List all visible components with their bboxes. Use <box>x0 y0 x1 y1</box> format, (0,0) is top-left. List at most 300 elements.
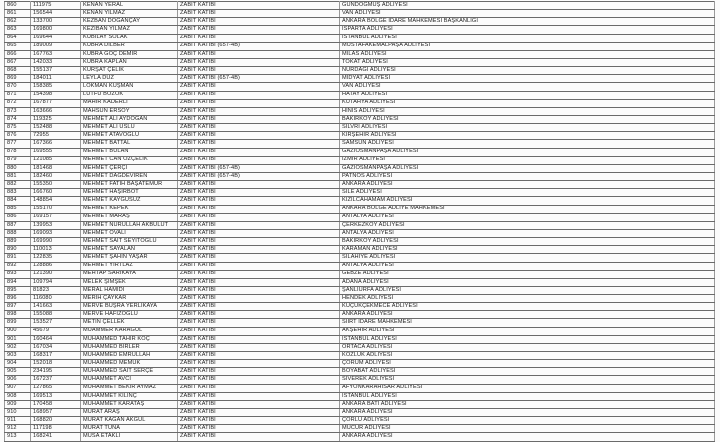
table-row <box>5 10 715 18</box>
full-name-cell: MEHMET MARAŞ <box>81 213 178 221</box>
table-row <box>5 164 715 172</box>
full-name-cell: MEHMET ALİ USLU <box>81 124 178 132</box>
row-number-cell: 901 <box>5 335 31 343</box>
title-cell: ZABIT KATİBİ <box>178 262 340 270</box>
row-number-cell: 912 <box>5 425 31 433</box>
row-number-cell: 867 <box>5 58 31 66</box>
full-name-cell: MURAT KAĞAN AKGÜL <box>81 417 178 425</box>
title-cell: ZABIT KATİBİ <box>178 107 340 115</box>
table-row <box>5 254 715 262</box>
registry-number-cell: 128886 <box>31 262 81 270</box>
table-row <box>5 34 715 42</box>
title-cell: ZABIT KATİBİ <box>178 392 340 400</box>
registry-number-cell: 167366 <box>31 140 81 148</box>
registry-number-cell: 141663 <box>31 303 81 311</box>
table-row <box>5 50 715 58</box>
table-row <box>5 67 715 75</box>
table-row <box>5 246 715 254</box>
title-cell: ZABIT KATİBİ <box>178 368 340 376</box>
personnel-table <box>4 1 715 442</box>
row-number-cell: 909 <box>5 400 31 408</box>
title-cell: ZABIT KATİBİ <box>178 352 340 360</box>
title-cell: ZABIT KATİBİ <box>178 286 340 294</box>
row-number-cell: 878 <box>5 148 31 156</box>
row-number-cell: 908 <box>5 392 31 400</box>
full-name-cell: MEHMET KAYGUSUZ <box>81 197 178 205</box>
court-unit-cell: GAZİOSMANPAŞA ADLİYESİ <box>340 148 715 156</box>
title-cell: ZABIT KATİBİ <box>178 335 340 343</box>
title-cell: ZABIT KATİBİ <box>178 221 340 229</box>
full-name-cell: MEHMET SAİT SEYİTOĞLU <box>81 238 178 246</box>
title-cell: ZABIT KATİBİ <box>178 197 340 205</box>
full-name-cell: MEHMET ÇERÇİ <box>81 164 178 172</box>
full-name-cell: LOKMAN KUŞMAN <box>81 83 178 91</box>
full-name-cell: KEZBAN DOĞANÇAY <box>81 18 178 26</box>
table-row <box>5 75 715 83</box>
table-row <box>5 42 715 50</box>
row-number-cell: 864 <box>5 34 31 42</box>
court-unit-cell: ANKARA ADLİYESİ <box>340 409 715 417</box>
row-number-cell: 900 <box>5 327 31 335</box>
table-row <box>5 18 715 26</box>
registry-number-cell: 139953 <box>31 221 81 229</box>
table-row <box>5 115 715 123</box>
registry-number-cell: 155088 <box>31 311 81 319</box>
row-number-cell: 906 <box>5 376 31 384</box>
title-cell: ZABIT KATİBİ <box>178 67 340 75</box>
row-number-cell: 881 <box>5 172 31 180</box>
title-cell: ZABIT KATİBİ <box>178 376 340 384</box>
title-cell: ZABIT KATİBİ <box>178 278 340 286</box>
court-unit-cell: İSTANBUL ADLİYESİ <box>340 392 715 400</box>
table-row <box>5 384 715 392</box>
row-number-cell: 894 <box>5 278 31 286</box>
title-cell: ZABIT KATİBİ <box>178 10 340 18</box>
full-name-cell: MEHMET FATİH BAŞATEMUR <box>81 181 178 189</box>
full-name-cell: MUHAMMET KARATAŞ <box>81 400 178 408</box>
row-number-cell: 911 <box>5 417 31 425</box>
full-name-cell: MAHSUN ERSOY <box>81 107 178 115</box>
row-number-cell: 860 <box>5 2 31 10</box>
title-cell: ZABIT KATİBİ <box>178 213 340 221</box>
registry-number-cell: 111975 <box>31 2 81 10</box>
registry-number-cell: 155137 <box>31 67 81 75</box>
registry-number-cell: 155350 <box>31 181 81 189</box>
full-name-cell: MUHAMMET BEKİR AYMAZ <box>81 384 178 392</box>
row-number-cell: 879 <box>5 156 31 164</box>
registry-number-cell: 167034 <box>31 343 81 351</box>
full-name-cell: MUSA ETAKLI <box>81 433 178 441</box>
row-number-cell: 897 <box>5 303 31 311</box>
table-row <box>5 148 715 156</box>
title-cell: ZABIT KATİBİ <box>178 50 340 58</box>
table-row <box>5 205 715 213</box>
table-row <box>5 303 715 311</box>
table-row <box>5 2 715 10</box>
title-cell: ZABIT KATİBİ <box>178 34 340 42</box>
court-unit-cell: KOZLUK ADLİYESİ <box>340 352 715 360</box>
court-unit-cell: SİVEREK ADLİYESİ <box>340 376 715 384</box>
court-unit-cell: KARAMAN ADLİYESİ <box>340 246 715 254</box>
court-unit-cell: SAMSUN ADLİYESİ <box>340 140 715 148</box>
row-number-cell: 889 <box>5 238 31 246</box>
title-cell: ZABIT KATİBİ <box>178 156 340 164</box>
title-cell: ZABIT KATİBİ <box>178 327 340 335</box>
title-cell: ZABIT KATİBİ <box>178 115 340 123</box>
court-unit-cell: VAN ADLİYESİ <box>340 83 715 91</box>
registry-number-cell: 169555 <box>31 148 81 156</box>
table-row <box>5 181 715 189</box>
title-cell: ZABIT KATİBİ <box>178 58 340 66</box>
title-cell: ZABIT KATİBİ (657-4B) <box>178 42 340 50</box>
registry-number-cell: 152488 <box>31 124 81 132</box>
court-unit-cell: İZMİR ADLİYESİ <box>340 156 715 164</box>
table-row <box>5 409 715 417</box>
full-name-cell: MELEK ŞİMŞEK <box>81 278 178 286</box>
registry-number-cell: 116080 <box>31 295 81 303</box>
registry-number-cell: 45679 <box>31 327 81 335</box>
row-number-cell: 891 <box>5 254 31 262</box>
full-name-cell: MEHMET OVALI <box>81 229 178 237</box>
registry-number-cell: 181468 <box>31 164 81 172</box>
row-number-cell: 890 <box>5 246 31 254</box>
row-number-cell: 871 <box>5 91 31 99</box>
registry-number-cell: 169800 <box>31 26 81 34</box>
court-unit-cell: HINIS ADLİYESİ <box>340 107 715 115</box>
table-row <box>5 417 715 425</box>
table-row <box>5 425 715 433</box>
title-cell: ZABIT KATİBİ <box>178 360 340 368</box>
table-row <box>5 368 715 376</box>
court-unit-cell: KIRŞEHİR ADLİYESİ <box>340 132 715 140</box>
full-name-cell: MAHİR KADERLİ <box>81 99 178 107</box>
full-name-cell: KÜRŞAT ÇELİK <box>81 67 178 75</box>
full-name-cell: MUHAMMED TAHİR KOÇ <box>81 335 178 343</box>
court-unit-cell: AFYONKARAHİSAR ADLİYESİ <box>340 384 715 392</box>
full-name-cell: MEHMET ATAVOĞLU <box>81 132 178 140</box>
registry-number-cell: 169990 <box>31 238 81 246</box>
court-unit-cell: MUSTAFAKEMALPAŞA ADLİYESİ <box>340 42 715 50</box>
title-cell: ZABIT KATİBİ <box>178 140 340 148</box>
court-unit-cell: ŞANLIURFA ADLİYESİ <box>340 286 715 294</box>
row-number-cell: 869 <box>5 75 31 83</box>
table-row <box>5 262 715 270</box>
row-number-cell: 913 <box>5 433 31 441</box>
full-name-cell: MUHAMMED EMRULLAH <box>81 352 178 360</box>
full-name-cell: KENAN YILMAZ <box>81 10 178 18</box>
row-number-cell: 893 <box>5 270 31 278</box>
court-unit-cell: ANKARA BÖLGE ADLİYE MAHKEMESİ <box>340 205 715 213</box>
title-cell: ZABIT KATİBİ <box>178 384 340 392</box>
court-unit-cell: ANKARA ADLİYESİ <box>340 433 715 441</box>
registry-number-cell: 72955 <box>31 132 81 140</box>
row-number-cell: 876 <box>5 132 31 140</box>
row-number-cell: 905 <box>5 368 31 376</box>
table-row <box>5 197 715 205</box>
court-unit-cell: HATAY ADLİYESİ <box>340 91 715 99</box>
title-cell: ZABIT KATİBİ <box>178 295 340 303</box>
full-name-cell: MEHMET CAN ÖZÇELİK <box>81 156 178 164</box>
full-name-cell: KÜBRA KAPLAN <box>81 58 178 66</box>
title-cell: ZABIT KATİBİ <box>178 433 340 441</box>
title-cell: ZABIT KATİBİ <box>178 189 340 197</box>
title-cell: ZABIT KATİBİ <box>178 417 340 425</box>
registry-number-cell: 117198 <box>31 425 81 433</box>
row-number-cell: 887 <box>5 221 31 229</box>
court-unit-cell: KÜÇÜKÇEKMECE ADLİYESİ <box>340 303 715 311</box>
registry-number-cell: 167237 <box>31 376 81 384</box>
court-unit-cell: HENDEK ADLİYESİ <box>340 295 715 303</box>
full-name-cell: MEHMET YİRTLAZ <box>81 262 178 270</box>
row-number-cell: 868 <box>5 67 31 75</box>
row-number-cell: 899 <box>5 319 31 327</box>
full-name-cell: MURAT TUNA <box>81 425 178 433</box>
registry-number-cell: 169157 <box>31 213 81 221</box>
row-number-cell: 898 <box>5 311 31 319</box>
registry-number-cell: 121085 <box>31 156 81 164</box>
registry-number-cell: 184011 <box>31 75 81 83</box>
full-name-cell: KUBİLAY SOLAK <box>81 34 178 42</box>
title-cell: ZABIT KATİBİ <box>178 254 340 262</box>
court-unit-cell: SİLE ADLİYESİ <box>340 189 715 197</box>
court-unit-cell: KÜTAHYA ADLİYESİ <box>340 99 715 107</box>
registry-number-cell: 170458 <box>31 400 81 408</box>
row-number-cell: 907 <box>5 384 31 392</box>
full-name-cell: MEHMET NURULLAH AKBULUT <box>81 221 178 229</box>
row-number-cell: 904 <box>5 360 31 368</box>
title-cell: ZABIT KATİBİ <box>178 132 340 140</box>
table-row <box>5 26 715 34</box>
title-cell: ZABIT KATİBİ <box>178 311 340 319</box>
court-unit-cell: MİLAS ADLİYESİ <box>340 50 715 58</box>
registry-number-cell: 148854 <box>31 197 81 205</box>
table-row <box>5 433 715 441</box>
row-number-cell: 877 <box>5 140 31 148</box>
full-name-cell: MEHMET KEPEK <box>81 205 178 213</box>
title-cell: ZABIT KATİBİ <box>178 229 340 237</box>
title-cell: ZABIT KATİBİ <box>178 303 340 311</box>
table-row <box>5 278 715 286</box>
table-row <box>5 229 715 237</box>
court-unit-cell: AKŞEHİR ADLİYESİ <box>340 327 715 335</box>
registry-number-cell: 142033 <box>31 58 81 66</box>
registry-number-cell: 168957 <box>31 409 81 417</box>
row-number-cell: 884 <box>5 197 31 205</box>
row-number-cell: 872 <box>5 99 31 107</box>
row-number-cell: 873 <box>5 107 31 115</box>
row-number-cell: 870 <box>5 83 31 91</box>
registry-number-cell: 168820 <box>31 417 81 425</box>
row-number-cell: 863 <box>5 26 31 34</box>
full-name-cell: KÜBRA DİLBER <box>81 42 178 50</box>
registry-number-cell: 155170 <box>31 205 81 213</box>
row-number-cell: 892 <box>5 262 31 270</box>
registry-number-cell: 122835 <box>31 254 81 262</box>
court-unit-cell: MUCUR ADLİYESİ <box>340 425 715 433</box>
title-cell: ZABIT KATİBİ <box>178 2 340 10</box>
court-unit-cell: ANTALYA ADLİYESİ <box>340 229 715 237</box>
court-unit-cell: GEBZE ADLİYESİ <box>340 270 715 278</box>
table-row <box>5 140 715 148</box>
full-name-cell: MUHAMMED BİRLER <box>81 343 178 351</box>
registry-number-cell: 153527 <box>31 319 81 327</box>
registry-number-cell: 169513 <box>31 392 81 400</box>
full-name-cell: METİN ÇELLEK <box>81 319 178 327</box>
row-number-cell: 882 <box>5 181 31 189</box>
title-cell: ZABIT KATİBİ <box>178 83 340 91</box>
full-name-cell: MUHAMMED SAİT SERÇE <box>81 368 178 376</box>
court-unit-cell: İSTANBUL ADLİYESİ <box>340 335 715 343</box>
court-unit-cell: PATNOS ADLİYESİ <box>340 172 715 180</box>
title-cell: ZABIT KATİBİ <box>178 246 340 254</box>
registry-number-cell: 127865 <box>31 384 81 392</box>
full-name-cell: MERVE BÜŞRA YERLİKAYA <box>81 303 178 311</box>
title-cell: ZABIT KATİBİ <box>178 26 340 34</box>
table-row <box>5 392 715 400</box>
registry-number-cell: 168241 <box>31 433 81 441</box>
court-unit-cell: VAN ADLİYESİ <box>340 10 715 18</box>
full-name-cell: MEHMET HAŞİRBOT <box>81 189 178 197</box>
court-unit-cell: ISPARTA ADLİYESİ <box>340 26 715 34</box>
registry-number-cell: 168317 <box>31 352 81 360</box>
court-unit-cell: İSTANBUL ADLİYESİ <box>340 34 715 42</box>
table-row <box>5 83 715 91</box>
full-name-cell: KÜBRA GÖÇ DEMİR <box>81 50 178 58</box>
table-row <box>5 213 715 221</box>
table-row <box>5 189 715 197</box>
table-row <box>5 327 715 335</box>
row-number-cell: 910 <box>5 409 31 417</box>
court-unit-cell: ANTALYA ADLİYESİ <box>340 262 715 270</box>
table-row <box>5 311 715 319</box>
title-cell: ZABIT KATİBİ <box>178 425 340 433</box>
table-row <box>5 99 715 107</box>
full-name-cell: LEYLA DÜZ <box>81 75 178 83</box>
row-number-cell: 895 <box>5 286 31 294</box>
table-row <box>5 172 715 180</box>
court-unit-cell: ÇORUM ADLİYESİ <box>340 360 715 368</box>
full-name-cell: KENAN YERAL <box>81 2 178 10</box>
full-name-cell: MEHMET ŞAHİN YAŞAR <box>81 254 178 262</box>
row-number-cell: 880 <box>5 164 31 172</box>
row-number-cell: 861 <box>5 10 31 18</box>
court-unit-cell: ANKARA BATI ADLİYESİ <box>340 400 715 408</box>
registry-number-cell: 152018 <box>31 360 81 368</box>
row-number-cell: 888 <box>5 229 31 237</box>
table-row <box>5 270 715 278</box>
court-unit-cell: BAKIRKÖY ADLİYESİ <box>340 115 715 123</box>
court-unit-cell: ÇORLU ADLİYESİ <box>340 417 715 425</box>
full-name-cell: MUHAMMED MEMUK <box>81 360 178 368</box>
court-unit-cell: GÜNDOĞMUŞ ADLİYESİ <box>340 2 715 10</box>
title-cell: ZABIT KATİBİ <box>178 99 340 107</box>
registry-number-cell: 133700 <box>31 18 81 26</box>
court-unit-cell: BOYABAT ADLİYESİ <box>340 368 715 376</box>
row-number-cell: 862 <box>5 18 31 26</box>
registry-number-cell: 156544 <box>31 10 81 18</box>
full-name-cell: MERVE HAFIZOĞLU <box>81 311 178 319</box>
row-number-cell: 883 <box>5 189 31 197</box>
court-unit-cell: MİDYAT ADLİYESİ <box>340 75 715 83</box>
court-unit-cell: BAKIRKÖY ADLİYESİ <box>340 238 715 246</box>
row-number-cell: 875 <box>5 124 31 132</box>
table-row <box>5 319 715 327</box>
registry-number-cell: 189009 <box>31 42 81 50</box>
table-row <box>5 352 715 360</box>
table-row <box>5 58 715 66</box>
court-unit-cell: NURDAĞI ADLİYESİ <box>340 67 715 75</box>
row-number-cell: 886 <box>5 213 31 221</box>
court-unit-cell: ORTACA ADLİYESİ <box>340 343 715 351</box>
row-number-cell: 865 <box>5 42 31 50</box>
full-name-cell: LÜTFÜ BOZOK <box>81 91 178 99</box>
table-row <box>5 124 715 132</box>
full-name-cell: KEZİBAN YILMAZ <box>81 26 178 34</box>
court-unit-cell: GAZİOSMANPAŞA ADLİYESİ <box>340 164 715 172</box>
court-unit-cell: ÇERKEZKÖY ADLİYESİ <box>340 221 715 229</box>
registry-number-cell: 182460 <box>31 172 81 180</box>
full-name-cell: MEHMET SAYALAN <box>81 246 178 254</box>
court-unit-cell: TOKAT ADLİYESİ <box>340 58 715 66</box>
registry-number-cell: 167763 <box>31 50 81 58</box>
table-row <box>5 156 715 164</box>
court-unit-cell: ANKARA ADLİYESİ <box>340 181 715 189</box>
row-number-cell: 885 <box>5 205 31 213</box>
table-row <box>5 343 715 351</box>
title-cell: ZABIT KATİBİ <box>178 270 340 278</box>
court-unit-cell: ANKARA BÖLGE İDARE MAHKEMESİ BAŞKANLIĞI <box>340 18 715 26</box>
registry-number-cell: 110013 <box>31 246 81 254</box>
row-number-cell: 874 <box>5 115 31 123</box>
registry-number-cell: 167877 <box>31 99 81 107</box>
full-name-cell: MEHMET DAĞDEVİREN <box>81 172 178 180</box>
table-row <box>5 360 715 368</box>
title-cell: ZABIT KATİBİ <box>178 18 340 26</box>
title-cell: ZABIT KATİBİ <box>178 181 340 189</box>
table-row <box>5 400 715 408</box>
personnel-table-body <box>5 2 715 442</box>
court-unit-cell: ANTALYA ADLİYESİ <box>340 213 715 221</box>
registry-number-cell: 109794 <box>31 278 81 286</box>
row-number-cell: 903 <box>5 352 31 360</box>
table-row <box>5 286 715 294</box>
full-name-cell: MEHMET BATTAL <box>81 140 178 148</box>
table-row <box>5 132 715 140</box>
title-cell: ZABIT KATİBİ <box>178 238 340 246</box>
table-row <box>5 295 715 303</box>
title-cell: ZABIT KATİBİ <box>178 343 340 351</box>
full-name-cell: MURAT ARAŞ <box>81 409 178 417</box>
full-name-cell: MUHAMMET KILINÇ <box>81 392 178 400</box>
row-number-cell: 866 <box>5 50 31 58</box>
registry-number-cell: 119325 <box>31 115 81 123</box>
registry-number-cell: 163666 <box>31 107 81 115</box>
table-row <box>5 376 715 384</box>
court-unit-cell: SİLVRİ ADLİYESİ <box>340 124 715 132</box>
court-unit-cell: SİLAHİYE ADLİYESİ <box>340 254 715 262</box>
title-cell: ZABIT KATİBİ (657-4B) <box>178 164 340 172</box>
full-name-cell: MEHMET BULAN <box>81 148 178 156</box>
title-cell: ZABIT KATİBİ (657-4B) <box>178 172 340 180</box>
registry-number-cell: 158385 <box>31 83 81 91</box>
registry-number-cell: 234195 <box>31 368 81 376</box>
title-cell: ZABIT KATİBİ <box>178 91 340 99</box>
title-cell: ZABIT KATİBİ <box>178 409 340 417</box>
court-unit-cell: KIZILCAHAMAM ADLİYESİ <box>340 197 715 205</box>
title-cell: ZABIT KATİBİ <box>178 400 340 408</box>
court-unit-cell: ANKARA ADLİYESİ <box>340 311 715 319</box>
table-row <box>5 238 715 246</box>
